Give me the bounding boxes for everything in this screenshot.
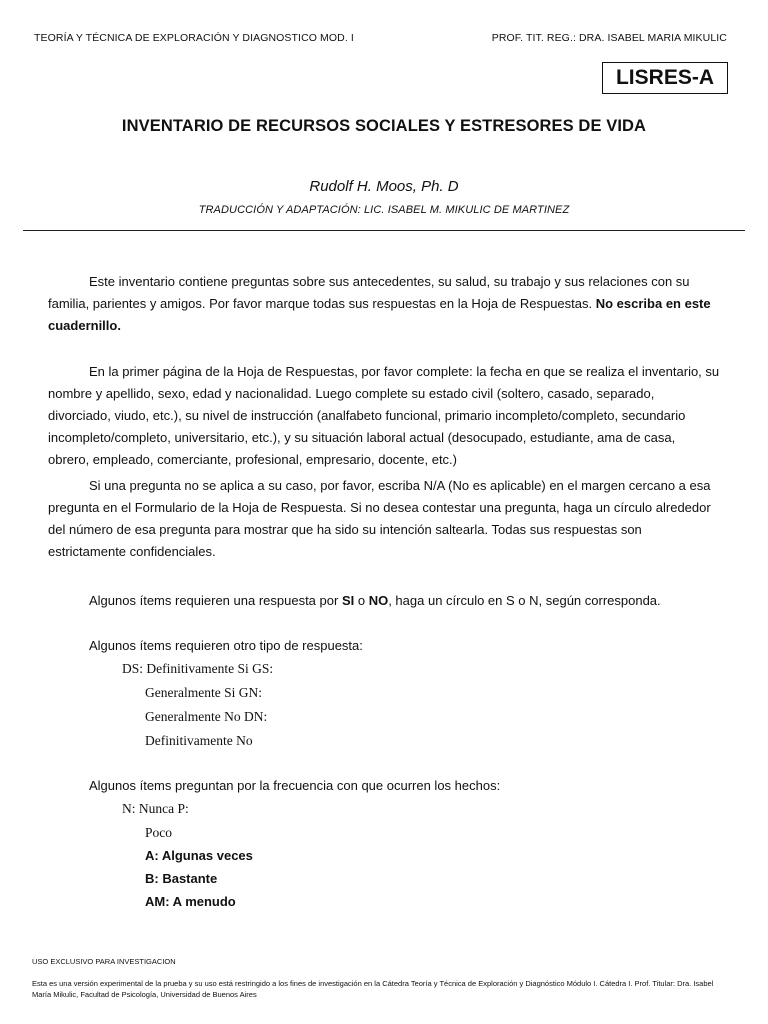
frequency-option-line: N: Nunca P: — [122, 801, 189, 816]
intro-text: Este inventario contiene preguntas sobre sus antecedentes, su salud, su trabajo y sus relaciones con su familia, parientes y amigos. Por favor marque todas sus respuestas en la Hoja de Respuestas. — [48, 274, 690, 311]
instructions-paragraph: En la primer página de la Hoja de Respuestas, por favor complete: la fecha en que se realiza el inventario, su nombre y apellido, sexo, edad y nacionalidad. Luego complete su estado civil (soltero, casado, separado, divorciado, viudo, etc.), su nivel de instrucción (analfabeto funcional, primario incompleto/completo, secundario incompleto/completo, universitario, etc.), y su situación laboral actual (desocupado, estudiante, ama de casa, obrero, empleado, comerciante, profesional, empresario, docente, etc.) — [48, 364, 720, 467]
form-code-box: LISRES-A — [602, 62, 728, 94]
footer-note: Esta es una versión experimental de la prueba y su uso está restringido a los fines de investigación en la Cátedra Teoría y Técnica de Exploración y Diagnóstico Módulo I. Cátedra I. Prof. Titular: Dra. Isabel María Mikulic, Facultad de Psicología, Universidad de Buenos Aires — [32, 979, 714, 999]
header-divider — [23, 230, 745, 231]
no-label: NO — [368, 593, 389, 608]
frequency-option-line: AM: A menudo — [145, 894, 236, 909]
document-title: INVENTARIO DE RECURSOS SOCIALES Y ESTRESORES DE VIDA — [121, 117, 647, 135]
header-professor: PROF. TIT. REG.: DRA. ISABEL MARIA MIKULIC — [491, 32, 727, 44]
response-option-line: Generalmente No DN: — [145, 709, 268, 724]
translation-credit: TRADUCCIÓN Y ADAPTACIÓN: LIC. ISABEL M. MIKULIC DE MARTINEZ — [198, 204, 570, 216]
frequency-option-line: B: Bastante — [145, 871, 218, 886]
si-label: SI — [341, 593, 355, 608]
response-option-line: Generalmente Si GN: — [145, 685, 262, 700]
frequency-option-line: A: Algunas veces — [145, 848, 253, 863]
other-response-intro: Algunos ítems requieren otro tipo de respuesta: — [89, 638, 363, 653]
frequency-intro: Algunos ítems preguntan por la frecuencia con que ocurren los hechos: — [89, 778, 501, 793]
yes-no-instruction: Algunos ítems requieren una respuesta por SI o NO, haga un círculo en S o N, según corresponda. — [89, 593, 661, 608]
footer-label: USO EXCLUSIVO PARA INVESTIGACION — [32, 957, 176, 966]
header-course: TEORÍA Y TÉCNICA DE EXPLORACIÓN Y DIAGNOSTICO MOD. I — [34, 32, 354, 44]
frequency-option-line: Poco — [145, 825, 172, 840]
response-option-line: Definitivamente No — [145, 733, 253, 748]
intro-paragraph — [48, 271, 720, 337]
not-applicable-paragraph: Si una pregunta no se aplica a su caso, por favor, escriba N/A (No es aplicable) en el margen cercano a esa pregunta en el Formulario de la Hoja de Respuesta. Si no desea contestar una pregunta, haga un círculo alrededor del número de esa pregunta para mostrar que ha sido su intención saltearla. Todas sus respuestas son estrictamente confidenciales. — [48, 478, 711, 559]
response-option-line: DS: Definitivamente Si GS: — [122, 661, 274, 676]
author: Rudolf H. Moos, Ph. D — [309, 178, 459, 195]
intro-warning: No escriba en este cuadernillo. — [48, 296, 711, 333]
